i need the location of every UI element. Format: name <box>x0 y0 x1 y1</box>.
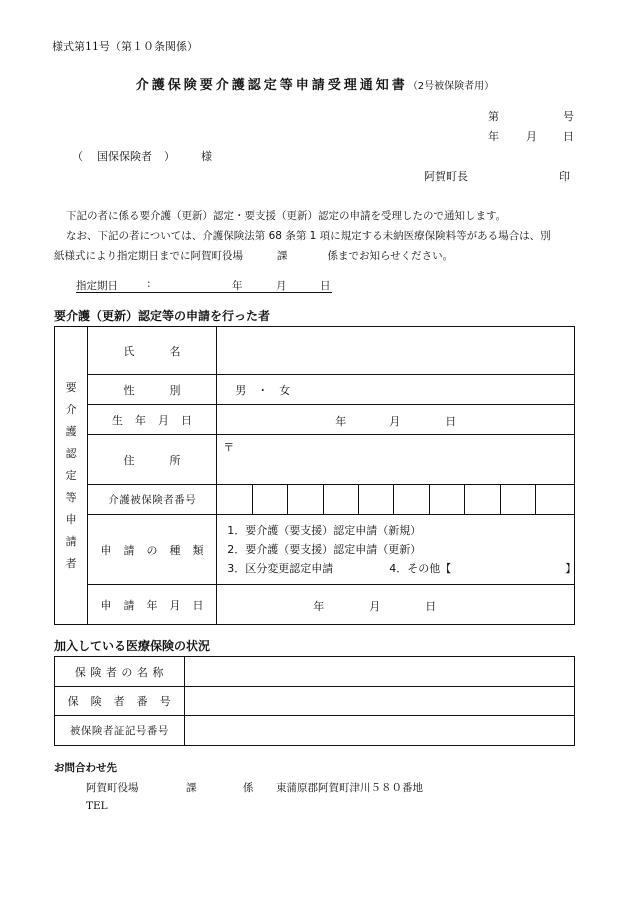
insurer-number-field[interactable] <box>184 687 574 716</box>
insurer-name-field[interactable] <box>184 657 574 687</box>
side-char: 請 <box>65 534 77 548</box>
postal-mark: 〒 <box>223 441 235 454</box>
insured-number-digit[interactable] <box>323 485 358 515</box>
number-suffix: 号 <box>563 110 574 123</box>
applicant-table <box>54 326 575 625</box>
insured-number-digit[interactable] <box>252 485 287 515</box>
insured-number-digit[interactable] <box>536 485 575 515</box>
insured-number-digit[interactable] <box>359 485 394 515</box>
side-char: 認 <box>65 446 77 460</box>
issuer-name: 阿賀町長 <box>424 170 468 183</box>
body-line-2: なお、下記の者については、介護保険法第 68 条第 1 項に規定する未納医療保険料等がある場合は、別 <box>66 230 551 242</box>
page-title <box>0 74 630 93</box>
address-field[interactable] <box>217 435 575 485</box>
birth-field[interactable] <box>217 405 575 435</box>
body-line-3-c: 係までお知らせください。 <box>327 250 454 262</box>
body-line-3-a: 紙様式により指定期日までに阿賀町役場 <box>54 250 243 262</box>
issuer-seal: 印 <box>559 170 570 183</box>
side-char: 者 <box>65 556 77 570</box>
type-option-4[interactable]: 4．その他【 <box>389 562 452 575</box>
recipient-honorific: 様 <box>201 150 212 163</box>
type-option-3[interactable]: 3．区分変更認定申請 <box>227 562 334 575</box>
apply-month: 月 <box>369 599 381 613</box>
birth-year: 年 <box>335 414 347 428</box>
insurer-name-label: 保 険 者 の 名 称 <box>55 657 185 687</box>
address-label: 住 所 <box>88 435 217 485</box>
side-char: 介 <box>65 402 77 416</box>
name-label: 氏 名 <box>88 327 217 375</box>
contact-office: 阿賀町役場 <box>86 782 139 794</box>
insurer-number-label: 保 険 者 番 号 <box>55 687 185 716</box>
name-field[interactable] <box>217 327 575 375</box>
insured-number-digit[interactable] <box>288 485 323 515</box>
birth-day: 日 <box>445 414 457 428</box>
apply-day: 日 <box>425 599 437 613</box>
applicant-side-label <box>55 327 88 625</box>
body-line-3 <box>54 248 453 263</box>
contact-heading: お問合わせ先 <box>54 762 117 774</box>
insured-number-digit[interactable] <box>429 485 464 515</box>
insured-number-digit[interactable] <box>394 485 429 515</box>
recipient-open: （ <box>72 150 83 163</box>
contact-address: 東蒲原郡阿賀町津川５８０番地 <box>276 782 423 794</box>
body-line-3-b: 課 <box>277 250 288 262</box>
recipient <box>72 148 212 164</box>
deadline-colon: : <box>147 278 151 290</box>
birth-month: 月 <box>389 414 401 428</box>
sex-value[interactable]: 男 ・ 女 <box>217 375 575 405</box>
application-type-label: 申 請 の 種 類 <box>88 515 217 585</box>
type-row-3 <box>217 559 577 578</box>
insurance-table <box>54 656 575 746</box>
apply-year: 年 <box>313 599 325 613</box>
date-month: 月 <box>526 130 537 143</box>
apply-date-label: 申 請 年 月 日 <box>88 585 217 625</box>
insured-number-digit[interactable] <box>217 485 252 515</box>
title-suffix: （2号被保険者用） <box>407 81 495 92</box>
date-year: 年 <box>488 130 499 143</box>
insured-number-digit[interactable] <box>465 485 500 515</box>
deadline-label: 指定期日 <box>76 280 118 292</box>
form-number: 様式第11号（第１０条関係） <box>52 40 198 53</box>
title-main: 介護保険要介護認定等申請受理通知書 <box>135 78 408 93</box>
deadline-year: 年 <box>232 280 243 292</box>
insured-number-digit[interactable] <box>500 485 535 515</box>
side-char: 等 <box>65 490 77 504</box>
recipient-close: ） <box>164 150 175 163</box>
type-option-1[interactable]: 1．要介護（要支援）認定申請（新規） <box>227 524 422 537</box>
section1-heading: 要介護（更新）認定等の申請を行った者 <box>54 309 271 323</box>
contact-tel: TEL <box>86 800 108 812</box>
side-char: 護 <box>65 424 77 438</box>
side-char: 定 <box>65 468 77 482</box>
type-option-2[interactable]: 2．要介護（要支援）認定申請（更新） <box>227 543 422 556</box>
deadline-day: 日 <box>320 280 331 292</box>
contact-kakari: 係 <box>243 782 254 794</box>
recipient-name: 国保保険者 <box>97 150 152 163</box>
deadline-line <box>76 278 332 293</box>
birth-label: 生 年 月 日 <box>88 405 217 435</box>
apply-date-field[interactable] <box>217 585 575 625</box>
insured-number-label: 介護被保険者番号 <box>88 485 217 515</box>
contact-ka: 課 <box>186 782 197 794</box>
application-type-options <box>217 515 575 585</box>
body-line-1: 下記の者に係る要介護（更新）認定・要支援（更新）認定の申請を受理したので通知します。 <box>66 210 507 222</box>
contact-line <box>86 780 546 794</box>
type-option-4-close: 】 <box>565 562 577 575</box>
section2-heading: 加入している医療保険の状況 <box>54 639 211 653</box>
sex-label: 性 別 <box>88 375 217 405</box>
insured-card-field[interactable] <box>184 716 574 746</box>
insured-card-label: 被保険者証記号番号 <box>55 716 185 746</box>
date-day: 日 <box>563 130 574 143</box>
number-prefix: 第 <box>488 110 499 123</box>
deadline-month: 月 <box>276 280 287 292</box>
side-char: 申 <box>65 512 77 526</box>
side-char: 要 <box>65 380 77 394</box>
